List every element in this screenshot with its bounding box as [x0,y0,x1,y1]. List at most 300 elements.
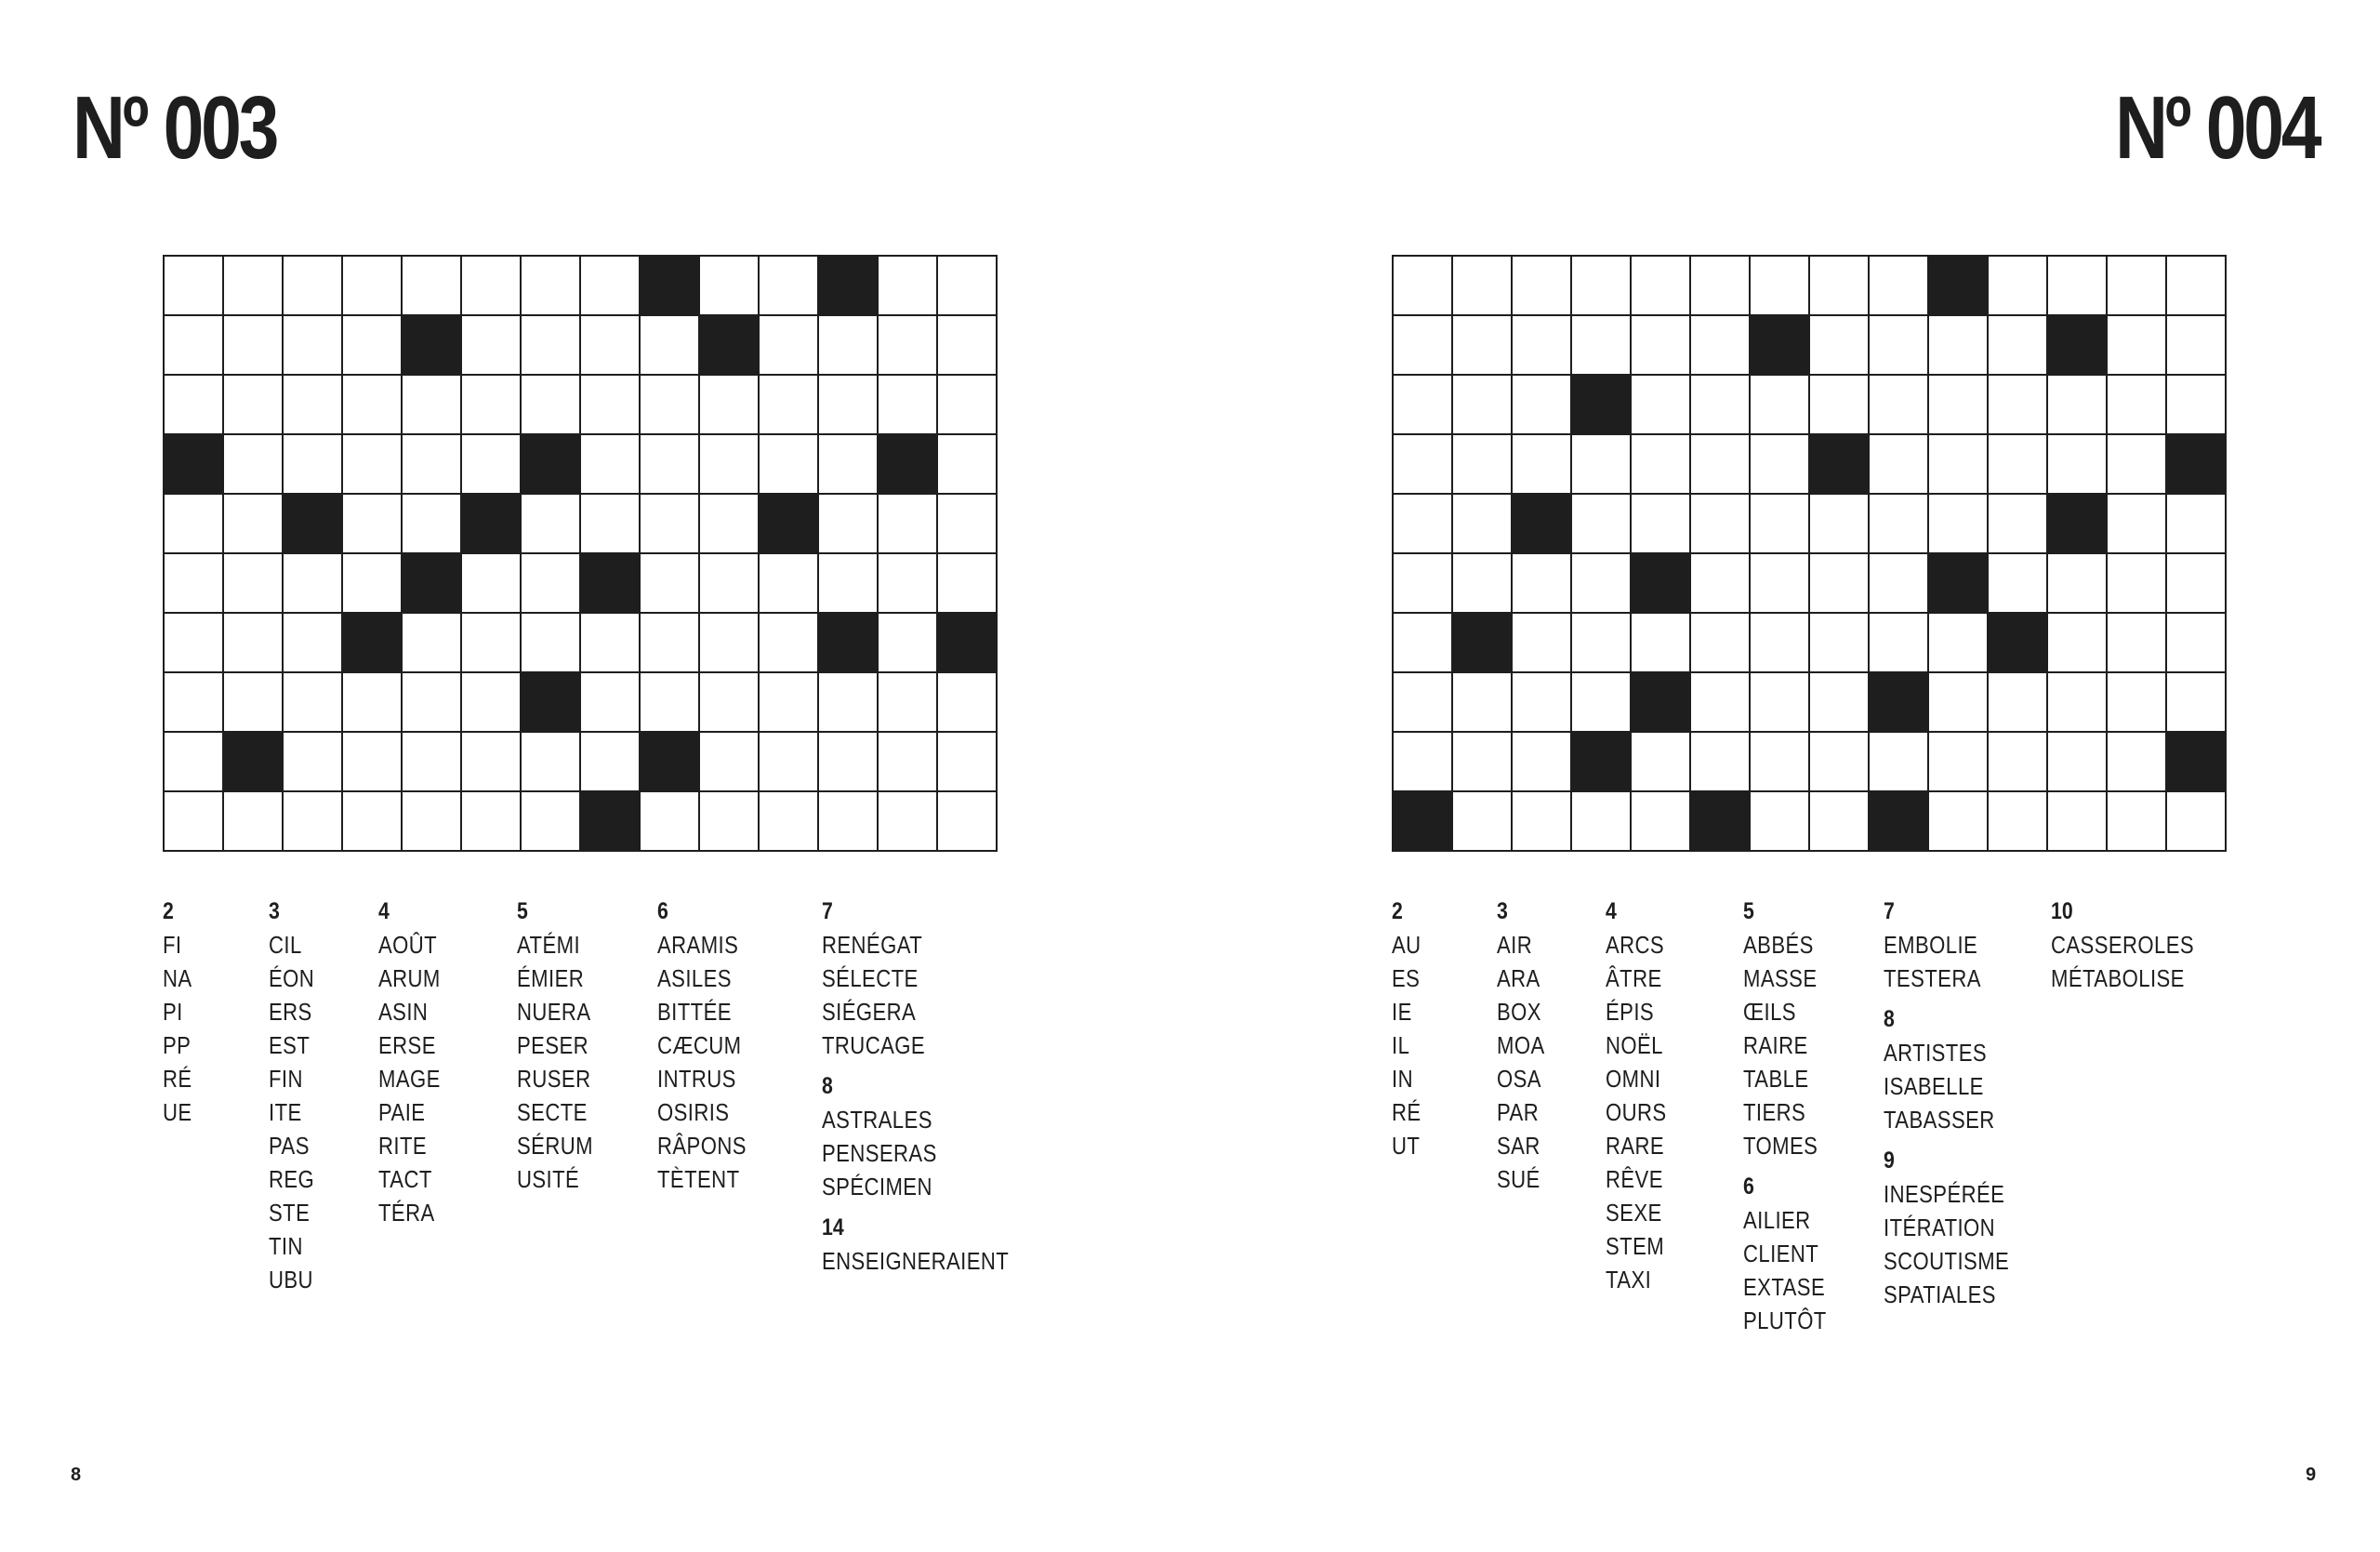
grid-cell[interactable] [343,495,403,554]
word-entry: IL [1392,1031,1410,1059]
grid-cell[interactable] [1394,316,1453,376]
grid-cell[interactable] [1870,495,1929,554]
word-entry: REG [269,1165,315,1193]
grid-cell[interactable] [879,792,938,852]
grid-cell[interactable] [938,673,998,733]
grid-cell[interactable] [224,614,284,673]
grid-cell[interactable] [2108,673,2167,733]
grid-cell[interactable] [641,495,700,554]
crossword-grid-004[interactable] [1392,255,2227,852]
grid-cell[interactable] [1632,376,1691,435]
word-entry: INTRUS [657,1065,736,1093]
grid-cell[interactable] [462,257,522,316]
word-entry: EST [269,1031,311,1059]
grid-cell[interactable] [581,316,641,376]
grid-cell[interactable] [2108,495,2167,554]
word-entry: MOA [1497,1031,1545,1059]
grid-cell[interactable] [2167,376,2227,435]
word-entry: PAR [1497,1098,1540,1126]
grid-cell[interactable] [700,435,760,495]
grid-cell[interactable] [938,376,998,435]
word-entry: OURS [1606,1098,1667,1126]
grid-cell[interactable] [760,673,819,733]
word-entry: PAIE [378,1098,426,1126]
grid-cell[interactable] [403,792,462,852]
grid-cell[interactable] [760,376,819,435]
grid-cell[interactable] [819,554,879,614]
grid-cell[interactable] [522,614,581,673]
grid-cell[interactable] [1513,554,1572,614]
grid-cell[interactable] [1394,554,1453,614]
grid-cell[interactable] [403,614,462,673]
grid-cell[interactable] [1989,673,2048,733]
grid-cell[interactable] [879,733,938,792]
grid-cell[interactable] [1751,733,1810,792]
word-entry: TÉRA [378,1199,435,1227]
grid-cell[interactable] [165,316,224,376]
word-column [1497,895,1554,1203]
grid-cell[interactable] [403,495,462,554]
grid-cell[interactable] [1870,435,1929,495]
grid-cell-black [1691,792,1751,852]
grid-cell[interactable] [700,733,760,792]
grid-cell[interactable] [1513,733,1572,792]
grid-cell[interactable] [224,554,284,614]
grid-cell[interactable] [819,316,879,376]
grid-cell[interactable] [1870,316,1929,376]
grid-cell[interactable] [224,792,284,852]
grid-cell[interactable] [1989,316,2048,376]
grid-cell[interactable] [700,792,760,852]
grid-cell[interactable] [1929,376,1989,435]
grid-cell[interactable] [2048,257,2108,316]
word-length-heading: 5 [1743,898,1754,924]
grid-cell[interactable] [1810,316,1870,376]
word-column [163,895,197,1136]
grid-cell[interactable] [700,376,760,435]
grid-cell[interactable] [1929,495,1989,554]
grid-cell[interactable] [2108,435,2167,495]
word-entry: MASSE [1743,964,1818,992]
grid-cell[interactable] [2167,495,2227,554]
grid-cell[interactable] [1810,733,1870,792]
grid-cell[interactable] [938,316,998,376]
grid-cell[interactable] [1810,554,1870,614]
grid-cell[interactable] [1989,376,2048,435]
grid-cell[interactable] [1453,257,1513,316]
grid-cell[interactable] [581,673,641,733]
grid-cell[interactable] [938,495,998,554]
grid-cell[interactable] [1632,316,1691,376]
grid-cell[interactable] [700,554,760,614]
grid-cell[interactable] [1513,257,1572,316]
grid-cell[interactable] [522,376,581,435]
grid-cell[interactable] [1691,495,1751,554]
grid-cell[interactable] [700,673,760,733]
crossword-grid-003[interactable] [163,255,998,852]
grid-cell[interactable] [1453,435,1513,495]
grid-cell[interactable] [1453,733,1513,792]
grid-cell[interactable] [700,495,760,554]
grid-cell[interactable] [284,614,343,673]
grid-cell[interactable] [1632,435,1691,495]
grid-cell[interactable] [641,316,700,376]
grid-cell[interactable] [879,614,938,673]
grid-cell[interactable] [2167,554,2227,614]
grid-cell[interactable] [1989,733,2048,792]
grid-cell[interactable] [1751,435,1810,495]
grid-cell[interactable] [819,376,879,435]
grid-cell[interactable] [581,733,641,792]
grid-cell[interactable] [1929,733,1989,792]
word-entry: ASILES [657,964,732,992]
grid-cell[interactable] [879,554,938,614]
grid-cell[interactable] [760,733,819,792]
grid-cell[interactable] [522,554,581,614]
grid-cell[interactable] [1513,673,1572,733]
grid-cell[interactable] [284,673,343,733]
word-group [1884,1144,2031,1311]
grid-cell[interactable] [1394,673,1453,733]
grid-cell[interactable] [284,733,343,792]
grid-cell[interactable] [343,316,403,376]
grid-cell[interactable] [581,614,641,673]
grid-cell[interactable] [522,733,581,792]
grid-cell[interactable] [403,673,462,733]
word-entry: AOÛT [378,931,438,959]
grid-cell[interactable] [1453,792,1513,852]
grid-cell[interactable] [1632,614,1691,673]
word-group [822,1211,1042,1278]
grid-cell[interactable] [2048,792,2108,852]
grid-cell[interactable] [1572,495,1632,554]
grid-cell[interactable] [165,495,224,554]
grid-cell[interactable] [1751,376,1810,435]
word-entry: RENÉGAT [822,931,923,959]
grid-cell[interactable] [1989,792,2048,852]
grid-cell[interactable] [1691,435,1751,495]
grid-cell[interactable] [2108,376,2167,435]
grid-cell[interactable] [284,316,343,376]
grid-cell[interactable] [2108,733,2167,792]
grid-cell[interactable] [1691,614,1751,673]
grid-cell[interactable] [1691,673,1751,733]
grid-cell[interactable] [224,435,284,495]
grid-cell[interactable] [1394,435,1453,495]
grid-cell[interactable] [879,673,938,733]
grid-cell[interactable] [1929,316,1989,376]
grid-cell[interactable] [343,733,403,792]
grid-cell[interactable] [1453,316,1513,376]
grid-cell[interactable] [938,554,998,614]
grid-cell[interactable] [938,257,998,316]
grid-cell[interactable] [1870,257,1929,316]
grid-cell[interactable] [224,376,284,435]
word-entry: EXTASE [1743,1273,1826,1301]
grid-cell[interactable] [2048,435,2108,495]
grid-cell[interactable] [1453,376,1513,435]
grid-cell[interactable] [1810,673,1870,733]
grid-cell[interactable] [641,614,700,673]
grid-cell[interactable] [284,257,343,316]
word-entry: PESER [517,1031,589,1059]
word-group [822,1069,1042,1203]
grid-cell[interactable] [1691,376,1751,435]
grid-cell[interactable] [403,733,462,792]
grid-cell-black [1453,614,1513,673]
grid-cell[interactable] [2108,792,2167,852]
word-entry: AILIER [1743,1206,1811,1234]
grid-cell-black [938,614,998,673]
grid-cell[interactable] [1810,257,1870,316]
word-entry: CÆCUM [657,1031,742,1059]
grid-cell[interactable] [760,554,819,614]
grid-cell[interactable] [522,257,581,316]
grid-cell[interactable] [760,792,819,852]
grid-cell[interactable] [760,316,819,376]
grid-cell[interactable] [1870,376,1929,435]
grid-cell[interactable] [1751,554,1810,614]
grid-cell[interactable] [224,495,284,554]
word-entry: NA [163,964,192,992]
grid-cell[interactable] [1810,495,1870,554]
grid-cell[interactable] [165,792,224,852]
grid-cell[interactable] [1810,376,1870,435]
grid-cell[interactable] [2048,554,2108,614]
grid-cell[interactable] [1394,733,1453,792]
word-group [378,895,452,1229]
grid-cell[interactable] [879,376,938,435]
grid-cell[interactable] [403,435,462,495]
grid-cell[interactable] [224,257,284,316]
grid-cell[interactable] [2108,257,2167,316]
grid-cell[interactable] [938,792,998,852]
grid-cell[interactable] [462,435,522,495]
grid-cell[interactable] [2048,673,2108,733]
grid-cell[interactable] [1751,792,1810,852]
grid-cell[interactable] [1394,614,1453,673]
grid-cell[interactable] [1751,495,1810,554]
grid-cell[interactable] [2048,376,2108,435]
grid-cell[interactable] [2108,554,2167,614]
grid-cell[interactable] [462,316,522,376]
grid-cell[interactable] [760,614,819,673]
grid-cell[interactable] [462,792,522,852]
grid-cell[interactable] [1572,673,1632,733]
grid-cell[interactable] [641,435,700,495]
grid-cell[interactable] [2167,792,2227,852]
grid-cell[interactable] [284,792,343,852]
grid-cell[interactable] [1513,614,1572,673]
grid-cell[interactable] [2167,673,2227,733]
word-length-heading: 2 [1392,898,1403,924]
page-number-left: 8 [71,1465,82,1485]
grid-cell[interactable] [641,792,700,852]
grid-cell[interactable] [224,673,284,733]
grid-cell[interactable] [343,673,403,733]
grid-cell[interactable] [1394,495,1453,554]
grid-cell[interactable] [1691,733,1751,792]
grid-cell[interactable] [1989,257,2048,316]
grid-cell[interactable] [1810,792,1870,852]
grid-cell[interactable] [1929,792,1989,852]
grid-cell[interactable] [1929,614,1989,673]
word-entry: SPATIALES [1884,1280,1996,1308]
grid-cell[interactable] [641,376,700,435]
grid-cell[interactable] [641,554,700,614]
grid-cell[interactable] [760,435,819,495]
word-entry: UE [163,1098,192,1126]
grid-cell[interactable] [165,376,224,435]
grid-cell[interactable] [1572,316,1632,376]
grid-cell[interactable] [1870,733,1929,792]
grid-cell[interactable] [879,495,938,554]
grid-cell-black [700,316,760,376]
grid-cell[interactable] [2048,614,2108,673]
grid-cell[interactable] [165,257,224,316]
grid-cell[interactable] [1453,495,1513,554]
grid-cell[interactable] [1453,554,1513,614]
word-entry: ENSEIGNERAIENT [822,1247,1010,1275]
grid-cell[interactable] [1691,257,1751,316]
grid-cell[interactable] [284,554,343,614]
grid-cell[interactable] [462,614,522,673]
grid-cell[interactable] [343,435,403,495]
grid-cell[interactable] [1691,554,1751,614]
grid-cell[interactable] [1513,435,1572,495]
grid-cell[interactable] [522,495,581,554]
grid-cell[interactable] [165,614,224,673]
grid-cell[interactable] [462,733,522,792]
grid-cell[interactable] [819,673,879,733]
grid-cell[interactable] [879,257,938,316]
grid-cell[interactable] [2167,316,2227,376]
word-group [1606,895,1677,1296]
grid-cell-black [1572,733,1632,792]
grid-cell[interactable] [819,495,879,554]
word-entry: ŒILS [1743,998,1796,1026]
grid-cell[interactable] [165,673,224,733]
grid-cell[interactable] [1513,792,1572,852]
grid-cell[interactable] [1513,376,1572,435]
grid-cell[interactable] [1572,614,1632,673]
grid-cell-black [819,257,879,316]
word-entry: ERSE [378,1031,436,1059]
grid-cell[interactable] [1989,495,2048,554]
grid-cell[interactable] [2167,257,2227,316]
word-entry: CASSEROLES [2051,931,2195,959]
grid-cell[interactable] [165,733,224,792]
grid-cell[interactable] [1632,495,1691,554]
grid-cell[interactable] [1453,673,1513,733]
grid-cell[interactable] [938,733,998,792]
grid-cell[interactable] [343,554,403,614]
grid-cell[interactable] [343,257,403,316]
grid-cell[interactable] [1572,435,1632,495]
grid-cell[interactable] [819,792,879,852]
grid-cell[interactable] [343,376,403,435]
word-column [657,895,762,1203]
grid-cell[interactable] [462,376,522,435]
grid-cell[interactable] [343,792,403,852]
grid-cell[interactable] [1751,673,1810,733]
grid-cell[interactable] [2048,733,2108,792]
grid-cell[interactable] [1929,673,1989,733]
grid-cell[interactable] [403,376,462,435]
grid-cell[interactable] [284,376,343,435]
grid-cell[interactable] [1572,554,1632,614]
grid-cell[interactable] [1989,435,2048,495]
word-entry: SÉLECTE [822,964,919,992]
grid-cell-black [1870,673,1929,733]
grid-cell[interactable] [581,376,641,435]
grid-cell[interactable] [1632,792,1691,852]
grid-cell[interactable] [581,495,641,554]
grid-cell[interactable] [1810,614,1870,673]
grid-cell[interactable] [2108,614,2167,673]
grid-cell[interactable] [2167,614,2227,673]
word-entry: TRUCAGE [822,1031,926,1059]
word-entry: STE [269,1199,311,1227]
grid-cell[interactable] [403,257,462,316]
grid-cell[interactable] [1751,257,1810,316]
grid-cell[interactable] [581,257,641,316]
word-entry: OMNI [1606,1065,1661,1093]
grid-cell[interactable] [1632,733,1691,792]
word-group [517,895,606,1196]
grid-cell[interactable] [819,733,879,792]
grid-cell[interactable] [700,257,760,316]
grid-cell[interactable] [760,257,819,316]
grid-cell[interactable] [1929,435,1989,495]
grid-cell[interactable] [1394,376,1453,435]
grid-cell[interactable] [1989,554,2048,614]
word-entry: STEM [1606,1232,1665,1260]
grid-cell[interactable] [522,316,581,376]
grid-cell[interactable] [1572,257,1632,316]
grid-cell[interactable] [1691,316,1751,376]
word-column [1392,895,1426,1170]
word-length-heading: 8 [1884,1006,1895,1032]
word-length-heading: 7 [822,898,833,924]
grid-cell[interactable] [1870,554,1929,614]
grid-cell-black [403,316,462,376]
grid-cell[interactable] [1751,614,1810,673]
grid-cell[interactable] [938,435,998,495]
grid-cell[interactable] [1394,257,1453,316]
grid-cell[interactable] [462,554,522,614]
word-entry: ARUM [378,964,441,992]
grid-cell[interactable] [1572,792,1632,852]
grid-cell[interactable] [284,435,343,495]
grid-cell-black [2167,435,2227,495]
grid-cell[interactable] [641,673,700,733]
word-entry: RÉ [1392,1098,1421,1126]
grid-cell[interactable] [1513,316,1572,376]
grid-cell[interactable] [224,316,284,376]
grid-cell[interactable] [700,614,760,673]
grid-cell[interactable] [581,435,641,495]
grid-cell[interactable] [2108,316,2167,376]
grid-cell[interactable] [1870,614,1929,673]
grid-cell[interactable] [462,673,522,733]
word-group [657,895,762,1196]
grid-cell[interactable] [819,435,879,495]
grid-cell[interactable] [1632,257,1691,316]
grid-cell[interactable] [522,792,581,852]
grid-cell[interactable] [879,316,938,376]
grid-cell[interactable] [165,554,224,614]
